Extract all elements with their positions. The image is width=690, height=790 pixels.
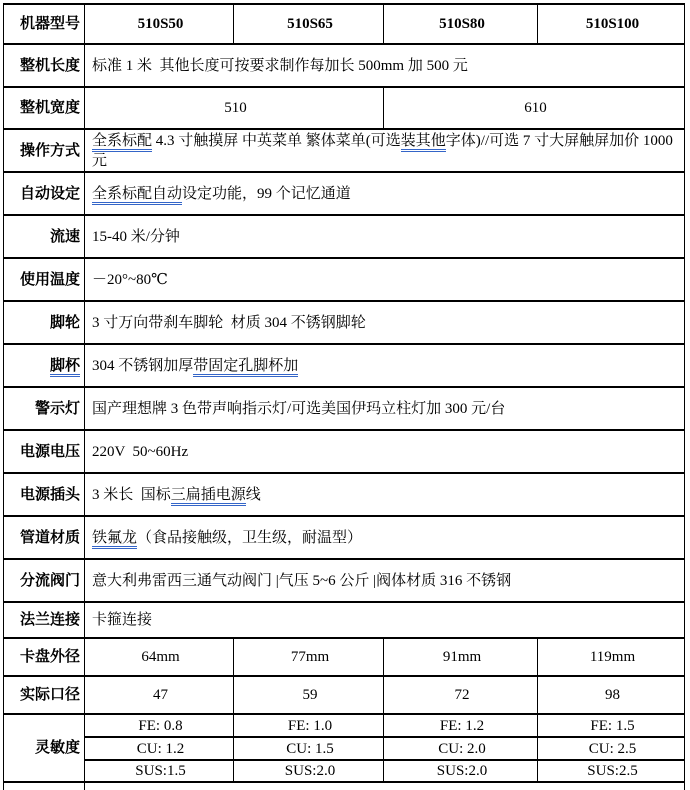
row-label-casters: 脚轮 bbox=[4, 301, 85, 344]
flow-speed-value: 15-40 米/分钟 bbox=[85, 215, 685, 258]
row-label-power-plug: 电源插头 bbox=[4, 473, 85, 516]
row-label-actual-bore: 实际口径 bbox=[4, 676, 85, 714]
foot-cups-label-underlined: 脚杯 bbox=[50, 358, 80, 377]
row-label-model: 机器型号 bbox=[4, 4, 85, 44]
row-chuck-od bbox=[4, 638, 685, 676]
row-label-length: 整机长度 bbox=[4, 44, 85, 87]
operation-text-1: 4.3 寸触摸屏 中英菜单 繁体菜单(可选 bbox=[152, 132, 401, 149]
row-flange bbox=[4, 602, 685, 638]
operation-text-2: 字体)//可选 7 寸大屏触屏加价 1000 元 bbox=[92, 132, 677, 169]
pipe-material-underlined: 铁氟龙 bbox=[92, 530, 137, 549]
row-label-pipe-material: 管道材质 bbox=[4, 516, 85, 559]
auto-set-underlined: 全系标配自动 bbox=[92, 186, 182, 205]
row-foot-cups bbox=[4, 344, 685, 387]
row-sensitivity-fe bbox=[4, 714, 685, 737]
model-value-1: 510S50 bbox=[85, 4, 234, 44]
row-label-operation: 操作方式 bbox=[4, 129, 85, 172]
flange-value: 卡箍连接 bbox=[85, 602, 685, 638]
diverter-valve-value: 意大利弗雷西三通气动阀门 |气压 5~6 公斤 |阀体材质 316 不锈钢 bbox=[85, 559, 685, 602]
sensitivity-sus-2: SUS:2.0 bbox=[234, 760, 384, 782]
power-plug-text-1: 3 米长 国标 bbox=[92, 486, 171, 503]
sensitivity-sus-1: SUS:1.5 bbox=[85, 760, 234, 782]
sensitivity-fe-2: FE: 1.0 bbox=[234, 714, 384, 737]
row-label-flow-speed: 流速 bbox=[4, 215, 85, 258]
sensitivity-fe-3: FE: 1.2 bbox=[384, 714, 538, 737]
partial-value-cell bbox=[85, 782, 685, 790]
row-model bbox=[4, 4, 685, 44]
sensitivity-cu-1: CU: 1.2 bbox=[85, 737, 234, 760]
row-label-diverter-valve: 分流阀门 bbox=[4, 559, 85, 602]
row-operation bbox=[4, 129, 685, 172]
width-value-left: 510 bbox=[85, 87, 384, 129]
pipe-material-value bbox=[85, 516, 685, 559]
spec-table bbox=[3, 3, 685, 790]
temperature-value: －20°~80℃ bbox=[85, 258, 685, 301]
foot-cups-text: 304 不锈钢加厚 bbox=[92, 357, 194, 374]
actual-bore-value-4: 98 bbox=[538, 676, 685, 714]
length-value: 标准 1 米 其他长度可按要求制作每加长 500mm 加 500 元 bbox=[85, 44, 685, 87]
chuck-od-value-1: 64mm bbox=[85, 638, 234, 676]
power-plug-value bbox=[85, 473, 685, 516]
row-temperature bbox=[4, 258, 685, 301]
model-value-2: 510S65 bbox=[234, 4, 384, 44]
model-value-3: 510S80 bbox=[384, 4, 538, 44]
row-label-foot-cups bbox=[4, 344, 85, 387]
row-label-warning-light: 警示灯 bbox=[4, 387, 85, 430]
chuck-od-value-3: 91mm bbox=[384, 638, 538, 676]
row-label-temperature: 使用温度 bbox=[4, 258, 85, 301]
sensitivity-cu-2: CU: 1.5 bbox=[234, 737, 384, 760]
operation-value bbox=[85, 129, 685, 172]
auto-set-text: 设定功能，99 个记忆通道 bbox=[182, 185, 351, 202]
model-value-4: 510S100 bbox=[538, 4, 685, 44]
partial-label-cell bbox=[4, 782, 85, 790]
foot-cups-value bbox=[85, 344, 685, 387]
voltage-value: 220V 50~60Hz bbox=[85, 430, 685, 473]
foot-cups-underlined: 带固定孔脚杯加 bbox=[193, 358, 298, 377]
sensitivity-sus-4: SUS:2.5 bbox=[538, 760, 685, 782]
row-sensitivity-sus bbox=[4, 760, 685, 782]
row-diverter-valve bbox=[4, 559, 685, 602]
actual-bore-value-1: 47 bbox=[85, 676, 234, 714]
row-pipe-material bbox=[4, 516, 685, 559]
operation-underlined-1: 全系标配 bbox=[92, 133, 152, 152]
row-voltage bbox=[4, 430, 685, 473]
sensitivity-fe-4: FE: 1.5 bbox=[538, 714, 685, 737]
row-label-flange: 法兰连接 bbox=[4, 602, 85, 638]
pipe-material-text: （食品接触级，卫生级，耐温型） bbox=[137, 529, 363, 546]
width-value-right: 610 bbox=[384, 87, 685, 129]
actual-bore-value-3: 72 bbox=[384, 676, 538, 714]
power-plug-underlined: 三扁插电源 bbox=[171, 487, 246, 506]
sensitivity-cu-4: CU: 2.5 bbox=[538, 737, 685, 760]
row-flow-speed bbox=[4, 215, 685, 258]
row-power-plug bbox=[4, 473, 685, 516]
sensitivity-fe-1: FE: 0.8 bbox=[85, 714, 234, 737]
row-label-chuck-od: 卡盘外径 bbox=[4, 638, 85, 676]
row-length bbox=[4, 44, 685, 87]
row-actual-bore bbox=[4, 676, 685, 714]
auto-set-value bbox=[85, 172, 685, 215]
row-auto-set bbox=[4, 172, 685, 215]
row-casters bbox=[4, 301, 685, 344]
row-label-auto-set: 自动设定 bbox=[4, 172, 85, 215]
chuck-od-value-4: 119mm bbox=[538, 638, 685, 676]
chuck-od-value-2: 77mm bbox=[234, 638, 384, 676]
sensitivity-cu-3: CU: 2.0 bbox=[384, 737, 538, 760]
row-warning-light bbox=[4, 387, 685, 430]
warning-light-value: 国产理想牌 3 色带声响指示灯/可选美国伊玛立柱灯加 300 元/台 bbox=[85, 387, 685, 430]
casters-value: 3 寸万向带刹车脚轮 材质 304 不锈钢脚轮 bbox=[85, 301, 685, 344]
row-sensitivity-cu bbox=[4, 737, 685, 760]
row-label-voltage: 电源电压 bbox=[4, 430, 85, 473]
actual-bore-value-2: 59 bbox=[234, 676, 384, 714]
row-partial-cutoff bbox=[4, 782, 685, 790]
operation-underlined-2: 装其他 bbox=[401, 133, 446, 152]
row-label-width: 整机宽度 bbox=[4, 87, 85, 129]
sensitivity-sus-3: SUS:2.0 bbox=[384, 760, 538, 782]
row-width bbox=[4, 87, 685, 129]
row-label-sensitivity: 灵敏度 bbox=[4, 714, 85, 782]
power-plug-text-2: 线 bbox=[245, 486, 261, 503]
